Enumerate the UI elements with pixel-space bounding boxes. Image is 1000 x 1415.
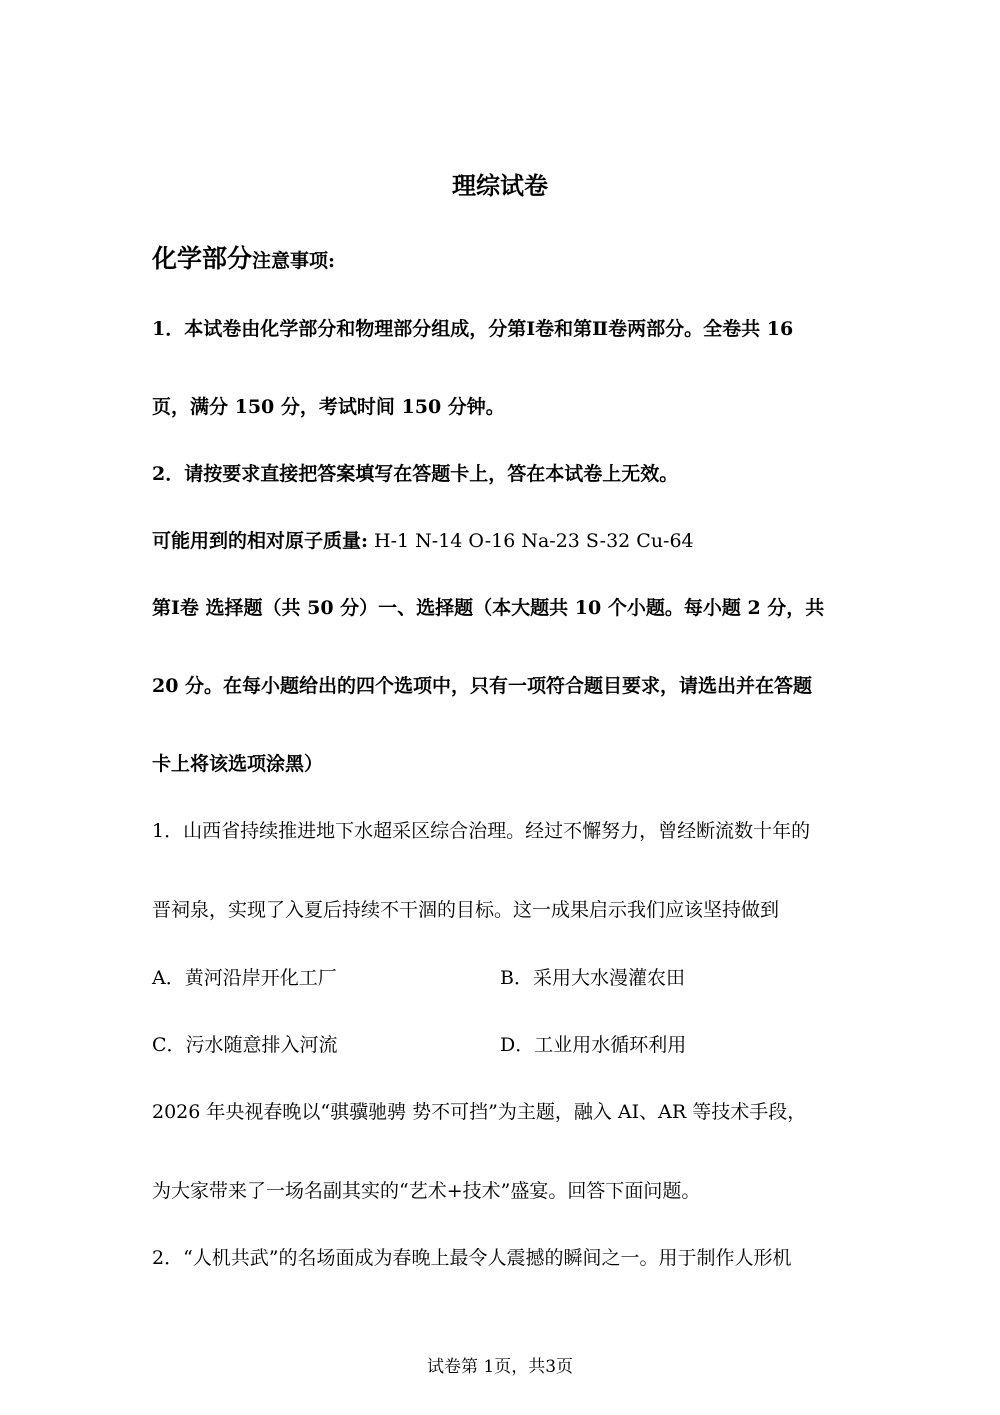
page-footer: 试卷第 1页，共3页 [426, 1357, 574, 1377]
intro-line-1: 2026 年央视春晚以“骐骥驰骋 势不可挡”为主题，融入 AI、AR 等技术手段， [152, 1101, 807, 1123]
question-1-line-2: 晋祠泉，实现了入夏后持续不干涸的目标。这一成果启示我们应该坚持做到 [152, 899, 780, 921]
question-1-option-a: A．黄河沿岸开化工厂 [152, 967, 337, 989]
section-name: 化学部分 [152, 244, 253, 273]
part1-line-1: 第Ⅰ卷 选择题（共 50 分）一、选择题（本大题共 10 个小题。每小题 2 分，共 [152, 597, 825, 619]
question-2-line-1: 2．“人机共武”的名场面成为春晚上最令人震撼的瞬间之一。用于制作人形机 [152, 1247, 792, 1269]
atomic-mass-values: H-1 N-14 O-16 Na-23 S-32 Cu-64 [368, 530, 694, 552]
atomic-mass-label: 可能用到的相对原子质量: [152, 530, 369, 552]
page-title: 理综试卷 [452, 171, 548, 200]
note-1-line-1: 1．本试卷由化学部分和物理部分组成，分第Ⅰ卷和第Ⅱ卷两部分。全卷共 16 [152, 318, 794, 340]
note-1-line-2: 页，满分 150 分，考试时间 150 分钟。 [152, 396, 505, 418]
atomic-mass-line [152, 528, 694, 554]
question-1-option-d: D．工业用水循环利用 [500, 1034, 687, 1056]
section-header [152, 242, 335, 278]
notice-label: 注意事项: [252, 250, 336, 272]
intro-line-2: 为大家带来了一场名副其实的“艺术+技术”盛宴。回答下面问题。 [152, 1180, 701, 1202]
question-1-option-c: C．污水随意排入河流 [152, 1034, 338, 1056]
part1-line-3: 卡上将该选项涂黑） [152, 753, 324, 775]
question-1-line-1: 1．山西省持续推进地下水超采区综合治理。经过不懈努力，曾经断流数十年的 [152, 820, 811, 842]
question-1-option-b: B．采用大水漫灌农田 [500, 967, 685, 989]
part1-line-2: 20 分。在每小题给出的四个选项中，只有一项符合题目要求，请选出并在答题 [152, 675, 813, 697]
note-2: 2．请按要求直接把答案填写在答题卡上，答在本试卷上无效。 [152, 463, 679, 485]
